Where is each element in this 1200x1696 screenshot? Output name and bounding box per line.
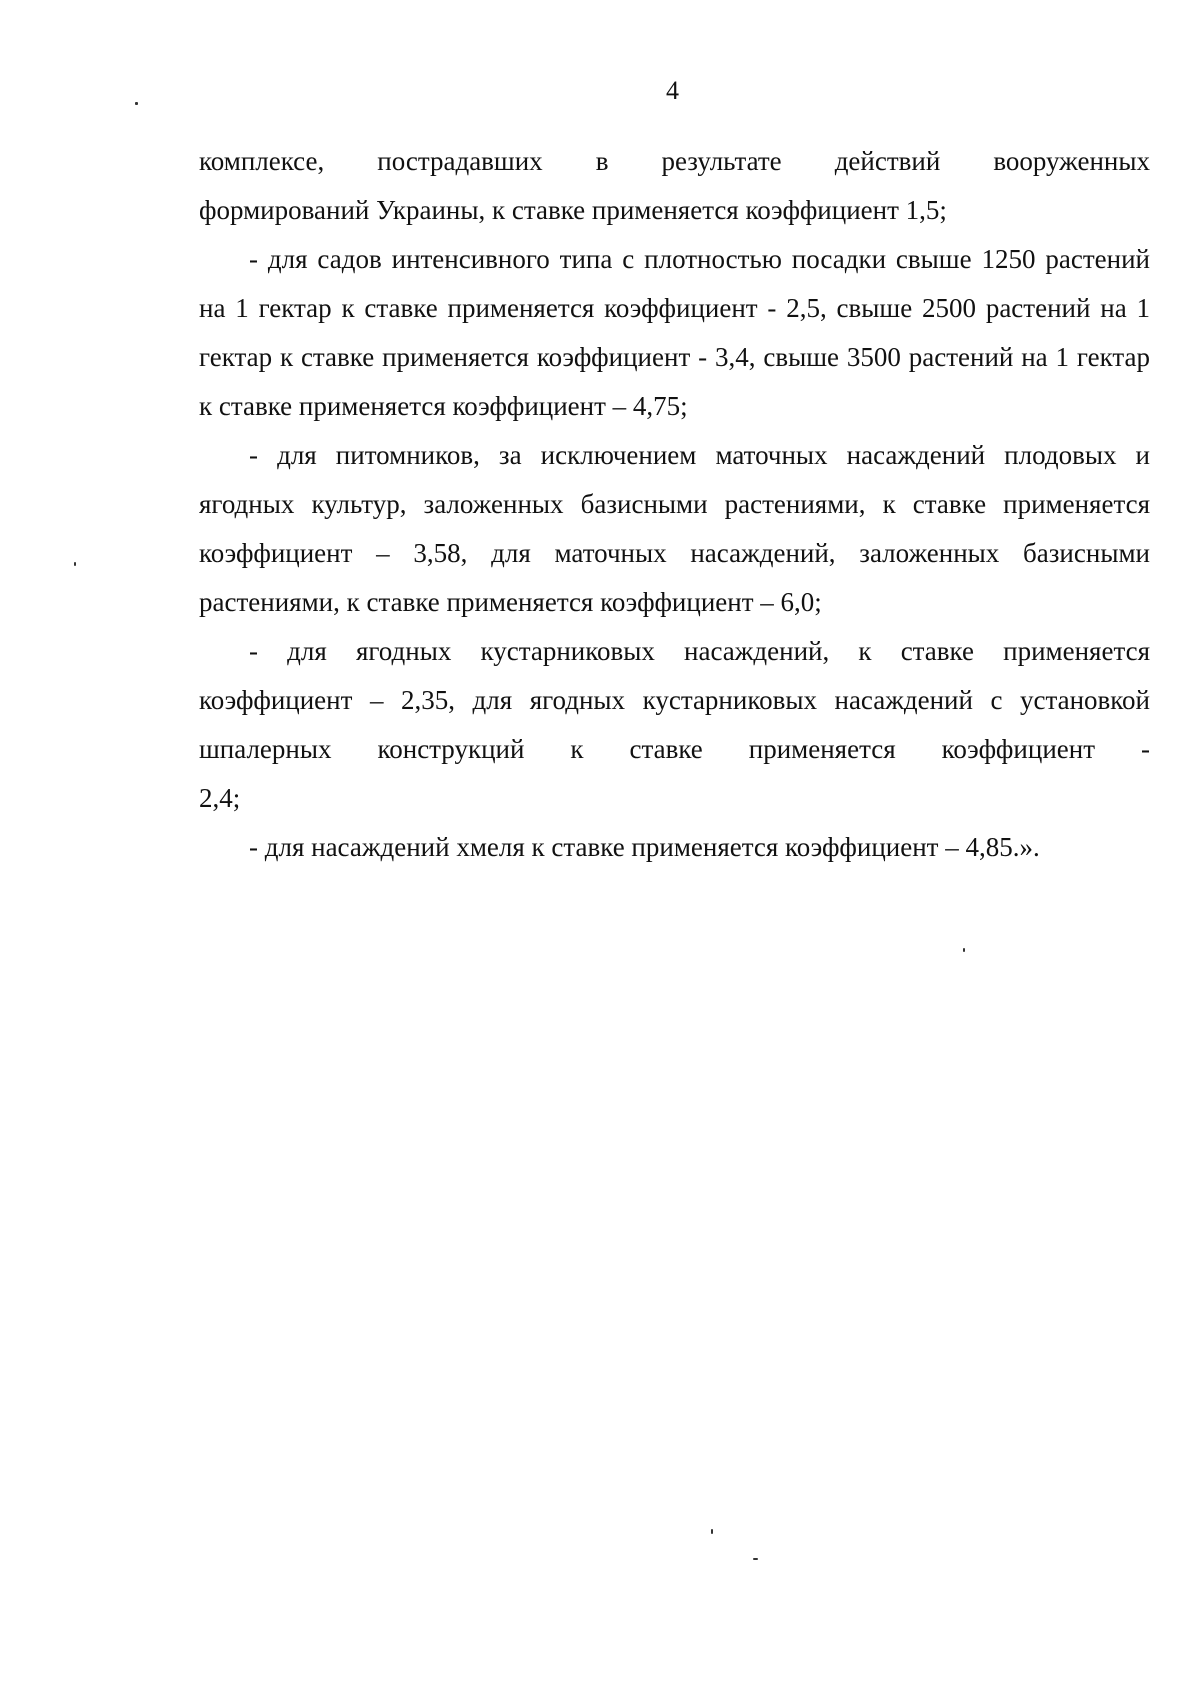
page-number: 4 (666, 76, 679, 105)
paragraph-berry-shrubs: - для ягодных кустарниковых насаждений, к ставке применяется коэффициент – 2,35, для ягодных кустарниковых насаждений с установкой шпалерных конструкций к ставке применяется коэффициент - (199, 636, 1150, 764)
paragraph-berry-shrubs-tail: 2,4; (199, 783, 241, 813)
paragraph-continuation (199, 137, 1150, 235)
scan-speck (711, 1529, 713, 1534)
scan-speck (74, 562, 76, 566)
paragraph-continuation-first-line: комплексе, пострадавших в результате действий вооруженных (199, 146, 1150, 176)
document-body (199, 137, 1150, 872)
paragraph-intensive-gardens: - для садов интенсивного типа с плотностью посадки свыше 1250 растений на 1 гектар к ставке применяется коэффициент - 2,5, свыше 2500 растений на 1 гектар к ставке применяется коэффициент - 3,4, свыше 3500 растений на 1 гектар к ставке применяется коэффициент – 4,75; (199, 244, 1150, 421)
paragraph-hops: - для насаждений хмеля к ставке применяется коэффициент – 4,85.». (249, 832, 1040, 862)
scan-speck (135, 102, 138, 105)
scan-speck (963, 948, 965, 952)
scan-speck (753, 1558, 758, 1560)
paragraph-nurseries: - для питомников, за исключением маточных насаждений плодовых и ягодных культур, заложенных базисными растениями, к ставке применяется коэффициент – 3,58, для маточных насаждений, заложенных базисными растениями, к ставке применяется коэффициент – 6,0; (199, 440, 1150, 617)
paragraph-continuation-rest: формирований Украины, к ставке применяется коэффициент 1,5; (199, 195, 947, 225)
